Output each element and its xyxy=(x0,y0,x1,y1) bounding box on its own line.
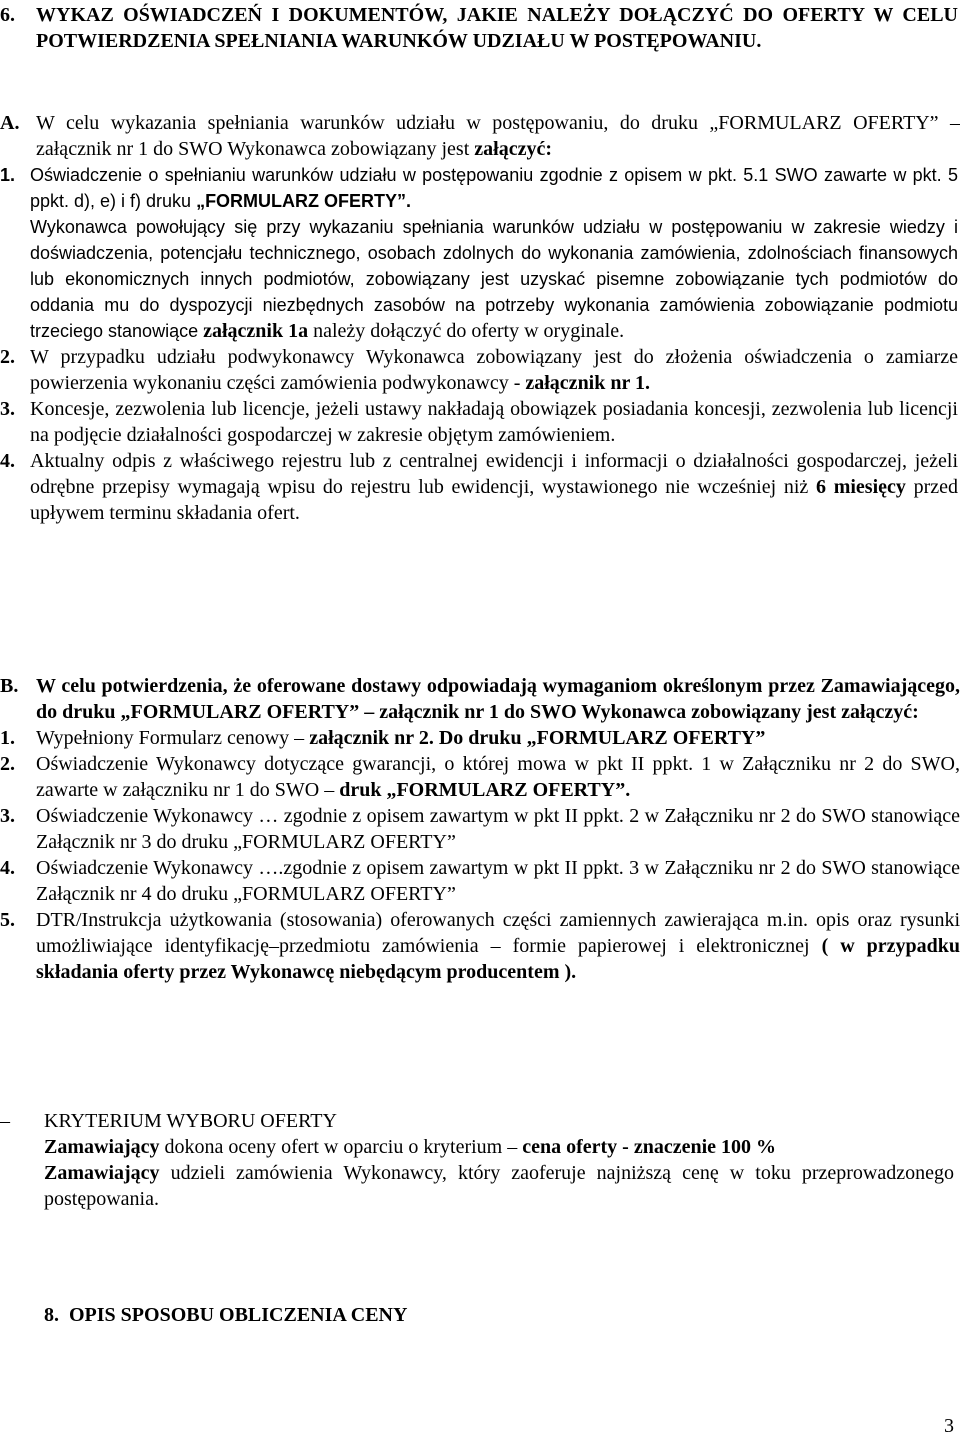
kryterium-section xyxy=(0,1108,960,1212)
page-number: 3 xyxy=(944,1415,954,1437)
section-a xyxy=(0,110,960,526)
section-b xyxy=(0,673,960,985)
list-item: 4. Oświadczenie Wykonawcy ….zgodnie z opisem zawartym w pkt II ppkt. 3 w Załączniku nr 2 do SWO stanowiące Załącznik nr 4 do druku „FORMULARZ OFERTY” xyxy=(0,857,960,905)
section-b-list xyxy=(0,725,960,985)
section-a-list xyxy=(0,162,960,526)
section-8-heading: 8. OPIS SPOSOBU OBLICZENIA CENY xyxy=(44,1304,408,1326)
section-a-intro: W celu wykazania spełniania warunków udziału w postępowaniu, do druku „FORMULARZ OFERTY” – załącznik nr 1 do SWO Wykonawca zobowiązany jest załączyć: xyxy=(36,112,960,160)
list-item: 1. Oświadczenie o spełnianiu warunków udziału w postępowaniu zgodnie z opisem w pkt. 5.1 SWO zawarte w pkt. 5 ppkt. d), e) i f) druku „FORMULARZ OFERTY”. Wykonawca powołujący się przy wykazaniu spełniania warunków udziału w postępowaniu w zakresie wiedzy i doświadczenia, potencjału technicznego, osobach zdolnych do wykonania zamówienia, zdolnościach finansowych lub ekonomicznych innych podmiotów, zobowiązany jest uzyskać pisemne zobowiązanie tych podmiotów do oddania mu do dyspozycji niezbędnych zasobów na potrzeby wykonania zamówienia zobowiązanie podmiotu trzeciego stanowiące załącznik 1a należy dołączyć do oferty w oryginale. xyxy=(0,165,958,342)
section-b-intro: W celu potwierdzenia, że oferowane dostawy odpowiadają wymaganiom określonym przez Zamawiającego, do druku „FORMULARZ OFERTY” – załącznik nr 1 do SWO Wykonawca zobowiązany jest załączyć: xyxy=(36,675,960,723)
list-item: 5. DTR/Instrukcja użytkowania (stosowania) oferowanych części zamiennych zawierająca m.in. opis oraz rysunki umożliwiające identyfikację–przedmiotu zamówienia – formie papierowej i elektronicznej ( w przypadku składania oferty przez Wykonawcę niebędącym producentem ). xyxy=(0,909,960,983)
section-b-letter: B. xyxy=(0,675,19,697)
kryterium-line-1: Zamawiający dokona oceny ofert w oparciu o kryterium – cena oferty - znaczenie 100 % xyxy=(44,1136,777,1158)
dash-bullet: – xyxy=(0,1110,10,1132)
list-item: 3. Oświadczenie Wykonawcy … zgodnie z opisem zawartym w pkt II ppkt. 2 w Załączniku nr 2 do SWO stanowiące Załącznik nr 3 do druku „FORMULARZ OFERTY” xyxy=(0,805,960,853)
list-item: 1. Wypełniony Formularz cenowy – załącznik nr 2. Do druku „FORMULARZ OFERTY” xyxy=(0,727,766,749)
section-6-heading xyxy=(0,2,960,54)
kryterium-line-2: Zamawiający udzieli zamówienia Wykonawcy, który zaoferuje najniższą cenę w toku przeprowadzonego postępowania. xyxy=(44,1162,955,1210)
list-item: 2. Oświadczenie Wykonawcy dotyczące gwarancji, o której mowa w pkt II ppkt. 1 w Załączniku nr 2 do SWO, zawarte w załączniku nr 1 do SWO – druk „FORMULARZ OFERTY”. xyxy=(0,753,960,801)
list-item: 4. Aktualny odpis z właściwego rejestru lub z centralnej ewidencji i informacji o działalności gospodarczej, jeżeli odrębne przepisy wymagają wpisu do rejestru lub ewidencji, wystawionego nie wcześniej niż 6 miesięcy przed upływem terminu składania ofert. xyxy=(0,450,959,524)
list-item: 2. W przypadku udziału podwykonawcy Wykonawca zobowiązany jest do złożenia oświadczenia o zamiarze powierzenia wykonaniu części zamówienia podwykonawcy - załącznik nr 1. xyxy=(0,346,958,394)
section-number: 6. xyxy=(0,4,15,26)
kryterium-title: KRYTERIUM WYBORU OFERTY xyxy=(44,1110,337,1132)
list-item: 3. Koncesje, zezwolenia lub licencje, jeżeli ustawy nakładają obowiązek posiadania koncesji, zezwolenia lub licencji na podjęcie działalności gospodarczej w zakresie objętym zamówieniem. xyxy=(0,398,958,446)
section-a-letter: A. xyxy=(0,112,20,134)
section-title: WYKAZ OŚWIADCZEŃ I DOKUMENTÓW, JAKIE NALEŻY DOŁĄCZYĆ DO OFERTY W CELU POTWIERDZENIA SPEŁNIANIA WARUNKÓW UDZIAŁU W POSTĘPOWANIU. xyxy=(36,4,958,52)
